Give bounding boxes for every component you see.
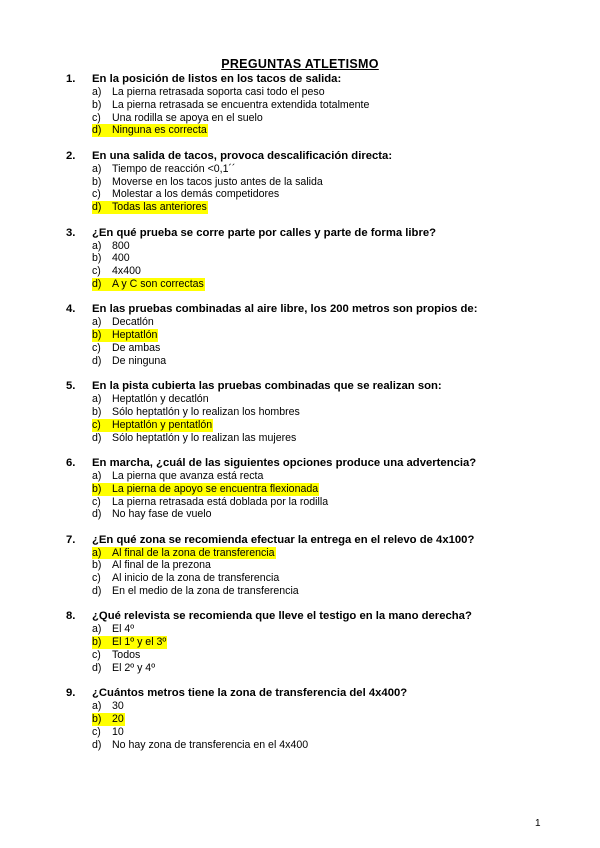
option-text: La pierna retrasada se encuentra extendida totalmente [112, 98, 370, 111]
question-1 [66, 73, 566, 137]
option-text: Decatlón [112, 316, 154, 329]
answer-option-correct [92, 483, 566, 496]
option-letter: b) [92, 559, 102, 572]
option-text: El 4º [112, 623, 135, 636]
option-letter: d) [92, 508, 102, 521]
highlighted-answer [92, 547, 276, 560]
question-number: 9. [66, 687, 76, 700]
question-header [66, 227, 566, 240]
option-text: De ninguna [112, 354, 167, 367]
option-text: Ninguna es correcta [112, 124, 207, 137]
option-letter: a) [92, 393, 102, 406]
option-text: Moverse en los tacos justo antes de la salida [112, 175, 323, 188]
answer-wrap [92, 496, 328, 509]
answer-option [92, 496, 566, 509]
answer-wrap [92, 393, 209, 406]
answer-option [92, 265, 566, 278]
answer-option [92, 700, 566, 713]
option-letter: b) [92, 329, 102, 342]
question-text: En una salida de tacos, provoca descalificación directa: [92, 149, 393, 162]
answer-option [92, 508, 566, 521]
question-number: 4. [66, 303, 76, 316]
option-list [92, 470, 566, 521]
option-text: Heptatlón y pentatlón [112, 418, 213, 431]
answer-option [92, 176, 566, 189]
question-7 [66, 534, 566, 598]
answer-option [92, 252, 566, 265]
answer-option [92, 86, 566, 99]
option-list [92, 163, 566, 214]
highlighted-answer [92, 124, 208, 137]
option-list [92, 240, 566, 291]
highlighted-answer [92, 201, 208, 214]
highlighted-answer [92, 419, 213, 432]
page-title: PREGUNTAS ATLETISMO [221, 57, 379, 71]
question-text: En las pruebas combinadas al aire libre, los 200 metros son propios de: [92, 303, 478, 316]
question-header [66, 303, 566, 316]
option-letter: c) [92, 572, 101, 585]
option-text: A y C son correctas [112, 277, 204, 290]
highlighted-answer [92, 278, 205, 291]
option-letter: a) [92, 546, 102, 559]
question-2 [66, 150, 566, 214]
option-text: 4x400 [112, 265, 141, 278]
question-number: 3. [66, 226, 76, 239]
answer-wrap [92, 86, 325, 99]
question-number: 6. [66, 456, 76, 469]
question-header [66, 380, 566, 393]
question-text: ¿Cuántos metros tiene la zona de transferencia del 4x400? [92, 687, 408, 700]
option-text: 10 [112, 725, 124, 738]
page-number: 1 [535, 818, 541, 829]
answer-wrap [92, 470, 263, 483]
option-text: El 1º y el 3º [112, 636, 167, 649]
option-list [92, 316, 566, 367]
answer-option-correct [92, 419, 566, 432]
answer-option [92, 623, 566, 636]
option-list [92, 86, 566, 137]
option-letter: a) [92, 86, 102, 98]
answer-option [92, 342, 566, 355]
option-list [92, 547, 566, 598]
option-text: No hay zona de transferencia en el 4x400 [112, 738, 309, 751]
option-letter: d) [92, 354, 102, 367]
option-letter: c) [92, 418, 101, 431]
answer-wrap [92, 163, 236, 176]
option-letter: a) [92, 623, 102, 636]
option-text: Tiempo de reacción <0,1´´ [112, 162, 236, 175]
question-6 [66, 457, 566, 521]
option-list [92, 393, 566, 444]
answer-wrap [92, 508, 212, 521]
question-9 [66, 687, 566, 751]
option-letter: d) [92, 201, 102, 214]
question-header [66, 687, 566, 700]
answer-option-correct [92, 201, 566, 214]
answer-wrap [92, 559, 211, 572]
question-3 [66, 227, 566, 291]
question-8 [66, 610, 566, 674]
option-letter: d) [92, 431, 102, 444]
option-text: Sólo heptatlón y lo realizan los hombres [112, 405, 300, 418]
answer-wrap [92, 265, 141, 278]
option-text: Heptatlón [112, 329, 158, 342]
option-letter: c) [92, 649, 101, 662]
answer-wrap [92, 355, 166, 368]
option-text: La pierna retrasada soporta casi todo el peso [112, 86, 325, 98]
answer-option [92, 585, 566, 598]
option-letter: b) [92, 252, 102, 265]
option-letter: c) [92, 725, 101, 738]
option-letter: b) [92, 482, 102, 495]
answer-option-correct [92, 713, 566, 726]
answer-option [92, 163, 566, 176]
option-text: Una rodilla se apoya en el suelo [112, 111, 263, 124]
answer-option [92, 662, 566, 675]
answer-option [92, 726, 566, 739]
answer-option [92, 649, 566, 662]
answer-option [92, 99, 566, 112]
answer-wrap [92, 99, 369, 112]
question-number: 5. [66, 380, 76, 393]
answer-option-correct [92, 547, 566, 560]
answer-option [92, 432, 566, 445]
question-number: 7. [66, 533, 76, 546]
option-text: El 2º y 4º [112, 661, 156, 674]
answer-wrap [92, 406, 300, 419]
option-text: Todas las anteriores [112, 201, 207, 214]
option-letter: b) [92, 405, 102, 418]
question-5 [66, 380, 566, 444]
answer-option [92, 572, 566, 585]
option-list [92, 623, 566, 674]
question-header [66, 150, 566, 163]
option-letter: d) [92, 585, 102, 598]
option-text: Molestar a los demás competidores [112, 188, 280, 201]
option-text: Todos [112, 649, 141, 662]
option-letter: c) [92, 111, 101, 124]
option-list [92, 700, 566, 751]
option-letter: a) [92, 239, 102, 252]
question-header [66, 457, 566, 470]
question-text: ¿Qué relevista se recomienda que lleve el testigo en la mano derecha? [92, 610, 472, 623]
option-letter: d) [92, 277, 102, 290]
question-text: ¿En qué zona se recomienda efectuar la entrega en el relevo de 4x100? [92, 533, 475, 546]
option-letter: b) [92, 636, 102, 649]
question-list [66, 73, 566, 764]
question-number: 1. [66, 73, 76, 85]
question-text: ¿En qué prueba se corre parte por calles y parte de forma libre? [92, 226, 437, 239]
answer-wrap [92, 252, 130, 265]
option-text: Al final de la prezona [112, 559, 211, 572]
option-letter: c) [92, 188, 101, 201]
option-text: La pierna retrasada está doblada por la rodilla [112, 495, 329, 508]
answer-option [92, 393, 566, 406]
question-header [66, 610, 566, 623]
answer-option-correct [92, 278, 566, 291]
answer-wrap [92, 176, 323, 189]
option-text: No hay fase de vuelo [112, 508, 212, 521]
answer-option [92, 316, 566, 329]
option-text: Sólo heptatlón y lo realizan las mujeres [112, 431, 297, 444]
option-text: Al inicio de la zona de transferencia [112, 572, 280, 585]
answer-wrap [92, 700, 124, 713]
answer-option [92, 240, 566, 253]
option-letter: b) [92, 175, 102, 188]
option-text: Heptatlón y decatlón [112, 393, 209, 406]
answer-option [92, 355, 566, 368]
answer-wrap [92, 623, 134, 636]
answer-wrap [92, 316, 154, 329]
answer-wrap [92, 432, 296, 445]
question-4 [66, 303, 566, 367]
option-text: 800 [112, 239, 130, 252]
answer-wrap [92, 585, 299, 598]
option-text: De ambas [112, 341, 161, 354]
answer-option [92, 470, 566, 483]
option-letter: a) [92, 162, 102, 175]
option-letter: b) [92, 98, 102, 111]
answer-wrap [92, 572, 279, 585]
option-text: La pierna que avanza está recta [112, 469, 264, 482]
highlighted-answer [92, 483, 319, 496]
question-header [66, 534, 566, 547]
option-letter: d) [92, 738, 102, 751]
answer-wrap [92, 726, 124, 739]
answer-wrap [92, 240, 130, 253]
option-text: La pierna de apoyo se encuentra flexionada [112, 482, 319, 495]
option-letter: a) [92, 700, 102, 713]
option-text: 400 [112, 252, 130, 265]
answer-option [92, 188, 566, 201]
answer-wrap [92, 112, 263, 125]
answer-option [92, 406, 566, 419]
answer-wrap [92, 662, 155, 675]
question-number: 8. [66, 610, 76, 623]
option-letter: a) [92, 469, 102, 482]
answer-option [92, 559, 566, 572]
question-text: En marcha, ¿cuál de las siguientes opciones produce una advertencia? [92, 456, 477, 469]
option-text: 30 [112, 700, 124, 713]
answer-option-correct [92, 124, 566, 137]
answer-wrap [92, 188, 279, 201]
question-text: En la posición de listos en los tacos de salida: [92, 73, 342, 85]
question-header [66, 73, 566, 86]
answer-option-correct [92, 329, 566, 342]
question-number: 2. [66, 149, 76, 162]
answer-option [92, 739, 566, 752]
answer-wrap [92, 342, 160, 355]
highlighted-answer [92, 713, 125, 726]
option-letter: c) [92, 495, 101, 508]
answer-wrap [92, 649, 140, 662]
option-letter: c) [92, 341, 101, 354]
highlighted-answer [92, 636, 167, 649]
answer-option-correct [92, 636, 566, 649]
option-letter: c) [92, 265, 101, 278]
answer-wrap [92, 739, 308, 752]
option-text: 20 [112, 713, 124, 726]
option-letter: a) [92, 316, 102, 329]
option-letter: b) [92, 713, 102, 726]
option-text: En el medio de la zona de transferencia [112, 585, 299, 598]
option-text: Al final de la zona de transferencia [112, 546, 275, 559]
highlighted-answer [92, 329, 158, 342]
option-letter: d) [92, 124, 102, 137]
option-letter: d) [92, 661, 102, 674]
question-text: En la pista cubierta las pruebas combinadas que se realizan son: [92, 380, 442, 393]
answer-option [92, 112, 566, 125]
